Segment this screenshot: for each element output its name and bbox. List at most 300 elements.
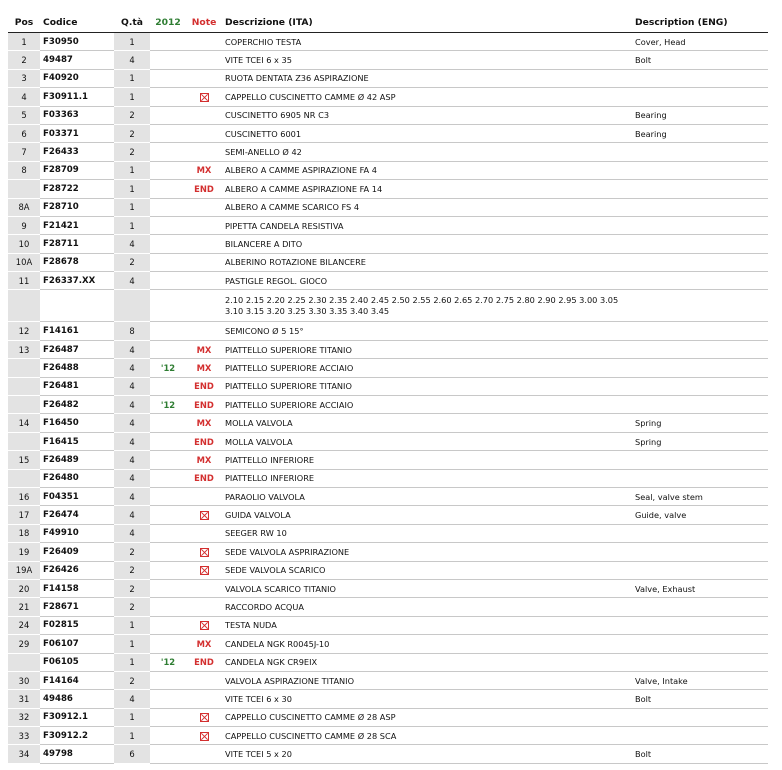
row-pos: 18 <box>8 524 40 542</box>
row-desc-eng <box>632 469 768 487</box>
row-year <box>150 487 186 505</box>
row-year <box>150 708 186 726</box>
row-year: '12 <box>150 653 186 671</box>
row-qta: 1 <box>114 616 150 634</box>
row-desc-eng <box>632 653 768 671</box>
row-pos: 31 <box>8 690 40 708</box>
table-row <box>8 143 768 161</box>
table-row <box>8 322 768 340</box>
row-desc-eng <box>632 69 768 87</box>
row-codice: F26426 <box>40 561 114 579</box>
row-codice: 49487 <box>40 51 114 69</box>
row-desc-ita: RACCORDO ACQUA <box>222 598 632 616</box>
row-codice: F04351 <box>40 487 114 505</box>
row-desc-ita: PIATTELLO SUPERIORE ACCIAIO <box>222 396 632 414</box>
row-pos: 11 <box>8 272 40 290</box>
row-desc-ita: VITE TCEI 6 x 35 <box>222 51 632 69</box>
row-year: '12 <box>150 396 186 414</box>
row-codice: F28722 <box>40 180 114 198</box>
row-desc-eng <box>632 543 768 561</box>
row-desc-ita: PASTIGLE REGOL. GIOCO <box>222 272 632 290</box>
row-qta: 2 <box>114 598 150 616</box>
row-desc-eng <box>632 451 768 469</box>
row-desc-eng <box>632 598 768 616</box>
row-pos: 16 <box>8 487 40 505</box>
row-codice: F49910 <box>40 524 114 542</box>
row-desc-ita: PIATTELLO SUPERIORE ACCIAIO <box>222 359 632 377</box>
row-desc-eng: Bearing <box>632 124 768 142</box>
row-desc-ita: 2.10 2.15 2.20 2.25 2.30 2.35 2.40 2.45 2.50 2.55 2.60 2.65 2.70 2.75 2.80 2.90 2.95 3.00 3.05 3.10 3.15 3.20 3.25 3.30 3.35 3.40 3.45 <box>222 290 632 322</box>
row-codice: F28709 <box>40 161 114 179</box>
row-pos: 24 <box>8 616 40 634</box>
table-body <box>8 33 768 764</box>
row-qta: 4 <box>114 487 150 505</box>
row-qta: 4 <box>114 235 150 253</box>
boxed-x-icon <box>200 732 209 741</box>
row-pos: 34 <box>8 745 40 763</box>
table-row <box>8 290 768 322</box>
row-note <box>186 216 222 234</box>
row-codice: F26409 <box>40 543 114 561</box>
table-row <box>8 579 768 597</box>
row-qta: 1 <box>114 216 150 234</box>
row-year <box>150 671 186 689</box>
row-desc-eng: Valve, Exhaust <box>632 579 768 597</box>
row-qta: 4 <box>114 690 150 708</box>
row-qta: 1 <box>114 69 150 87</box>
row-pos: 21 <box>8 598 40 616</box>
row-codice: F26433 <box>40 143 114 161</box>
row-desc-ita: PIATTELLO SUPERIORE TITANIO <box>222 340 632 358</box>
row-qta: 4 <box>114 524 150 542</box>
row-year <box>150 235 186 253</box>
table-row <box>8 616 768 634</box>
row-qta: 2 <box>114 106 150 124</box>
row-year: '12 <box>150 359 186 377</box>
row-note <box>186 124 222 142</box>
row-desc-ita: PIATTELLO INFERIORE <box>222 469 632 487</box>
row-note <box>186 198 222 216</box>
row-qta: 4 <box>114 340 150 358</box>
row-year <box>150 561 186 579</box>
row-year <box>150 414 186 432</box>
row-year <box>150 253 186 271</box>
table-row <box>8 124 768 142</box>
row-year <box>150 451 186 469</box>
row-desc-ita: ALBERO A CAMME ASPIRAZIONE FA 14 <box>222 180 632 198</box>
row-desc-ita: CAPPELLO CUSCINETTO CAMME Ø 28 ASP <box>222 708 632 726</box>
row-note: END <box>186 377 222 395</box>
row-desc-eng: Bolt <box>632 690 768 708</box>
boxed-x-icon <box>200 713 209 722</box>
row-desc-ita: VALVOLA ASPIRAZIONE TITANIO <box>222 671 632 689</box>
table-row <box>8 432 768 450</box>
row-qta: 4 <box>114 396 150 414</box>
row-pos: 14 <box>8 414 40 432</box>
header-desc-eng: Description (ENG) <box>632 12 768 33</box>
row-qta: 2 <box>114 579 150 597</box>
table-row <box>8 690 768 708</box>
table-row <box>8 198 768 216</box>
row-codice: F26337.XX <box>40 272 114 290</box>
row-year <box>150 524 186 542</box>
row-desc-eng <box>632 561 768 579</box>
table-row <box>8 469 768 487</box>
row-codice: F21421 <box>40 216 114 234</box>
row-qta: 4 <box>114 272 150 290</box>
table-row <box>8 359 768 377</box>
row-desc-eng <box>632 635 768 653</box>
row-note: MX <box>186 635 222 653</box>
row-desc-ita: CANDELA NGK R0045J-10 <box>222 635 632 653</box>
row-note <box>186 143 222 161</box>
row-note <box>186 745 222 763</box>
row-qta: 4 <box>114 377 150 395</box>
row-year <box>150 33 186 51</box>
row-qta: 4 <box>114 359 150 377</box>
header-codice: Codice <box>40 12 114 33</box>
row-year <box>150 143 186 161</box>
row-pos <box>8 432 40 450</box>
row-year <box>150 469 186 487</box>
table-row <box>8 216 768 234</box>
row-desc-ita: VITE TCEI 5 x 20 <box>222 745 632 763</box>
row-note <box>186 322 222 340</box>
row-qta: 4 <box>114 506 150 524</box>
row-pos: 33 <box>8 727 40 745</box>
row-desc-ita: SEMI-ANELLO Ø 42 <box>222 143 632 161</box>
row-pos: 8A <box>8 198 40 216</box>
row-codice: F40920 <box>40 69 114 87</box>
row-codice: F06105 <box>40 653 114 671</box>
row-codice: F16415 <box>40 432 114 450</box>
row-desc-eng <box>632 727 768 745</box>
row-qta: 1 <box>114 198 150 216</box>
header-note: Note <box>186 12 222 33</box>
table-row <box>8 414 768 432</box>
row-note: END <box>186 180 222 198</box>
row-desc-eng <box>632 396 768 414</box>
row-desc-eng <box>632 272 768 290</box>
row-year <box>150 690 186 708</box>
row-desc-ita: CANDELA NGK CR9EIX <box>222 653 632 671</box>
table-row <box>8 487 768 505</box>
row-qta: 8 <box>114 322 150 340</box>
row-qta: 1 <box>114 653 150 671</box>
table-row <box>8 235 768 253</box>
row-desc-eng <box>632 616 768 634</box>
row-codice: F14161 <box>40 322 114 340</box>
row-pos: 15 <box>8 451 40 469</box>
row-desc-ita: PIPETTA CANDELA RESISTIVA <box>222 216 632 234</box>
row-pos <box>8 359 40 377</box>
row-year <box>150 88 186 106</box>
row-codice: F28671 <box>40 598 114 616</box>
row-qta: 4 <box>114 469 150 487</box>
row-year <box>150 216 186 234</box>
row-desc-eng <box>632 524 768 542</box>
row-pos: 19A <box>8 561 40 579</box>
row-desc-ita: GUIDA VALVOLA <box>222 506 632 524</box>
table-row <box>8 561 768 579</box>
table-row <box>8 653 768 671</box>
row-qta: 1 <box>114 727 150 745</box>
row-pos: 10A <box>8 253 40 271</box>
table-row <box>8 396 768 414</box>
header-pos: Pos <box>8 12 40 33</box>
row-year <box>150 161 186 179</box>
row-qta: 1 <box>114 88 150 106</box>
row-desc-eng <box>632 340 768 358</box>
row-qta: 2 <box>114 124 150 142</box>
row-year <box>150 290 186 322</box>
row-codice: F14158 <box>40 579 114 597</box>
table-row <box>8 598 768 616</box>
table-row <box>8 377 768 395</box>
row-desc-ita: PARAOLIO VALVOLA <box>222 487 632 505</box>
row-pos: 17 <box>8 506 40 524</box>
row-desc-ita: MOLLA VALVOLA <box>222 414 632 432</box>
row-year <box>150 322 186 340</box>
row-note <box>186 506 222 524</box>
boxed-x-icon <box>200 93 209 102</box>
row-desc-eng <box>632 290 768 322</box>
row-qta: 1 <box>114 161 150 179</box>
row-note <box>186 487 222 505</box>
row-year <box>150 727 186 745</box>
row-pos: 20 <box>8 579 40 597</box>
row-note: MX <box>186 161 222 179</box>
row-desc-ita: SEDE VALVOLA SCARICO <box>222 561 632 579</box>
row-note <box>186 671 222 689</box>
boxed-x-icon <box>200 511 209 520</box>
row-codice: F30950 <box>40 33 114 51</box>
row-desc-eng <box>632 253 768 271</box>
row-qta: 2 <box>114 671 150 689</box>
row-note <box>186 579 222 597</box>
row-desc-eng <box>632 198 768 216</box>
table-row <box>8 69 768 87</box>
row-note: MX <box>186 340 222 358</box>
table-row <box>8 51 768 69</box>
header-year: 2012 <box>150 12 186 33</box>
row-desc-ita: ALBERINO ROTAZIONE BILANCERE <box>222 253 632 271</box>
row-desc-ita: MOLLA VALVOLA <box>222 432 632 450</box>
row-pos: 32 <box>8 708 40 726</box>
row-pos: 5 <box>8 106 40 124</box>
row-pos <box>8 377 40 395</box>
row-note <box>186 561 222 579</box>
table-row <box>8 180 768 198</box>
row-desc-ita: ALBERO A CAMME SCARICO FS 4 <box>222 198 632 216</box>
row-year <box>150 340 186 358</box>
row-codice: F26474 <box>40 506 114 524</box>
row-desc-eng <box>632 161 768 179</box>
row-qta: 4 <box>114 51 150 69</box>
row-codice: F26487 <box>40 340 114 358</box>
row-codice: F03363 <box>40 106 114 124</box>
table-row <box>8 106 768 124</box>
header-desc-ita: Descrizione (ITA) <box>222 12 632 33</box>
row-desc-eng: Valve, Intake <box>632 671 768 689</box>
row-desc-ita: VITE TCEI 6 x 30 <box>222 690 632 708</box>
row-qta: 1 <box>114 33 150 51</box>
row-codice: F26481 <box>40 377 114 395</box>
table-row <box>8 543 768 561</box>
table-row <box>8 161 768 179</box>
row-desc-eng <box>632 180 768 198</box>
table-row <box>8 272 768 290</box>
row-year <box>150 598 186 616</box>
row-note <box>186 690 222 708</box>
row-note <box>186 272 222 290</box>
boxed-x-icon <box>200 566 209 575</box>
table-row <box>8 506 768 524</box>
boxed-x-icon <box>200 621 209 630</box>
row-year <box>150 745 186 763</box>
row-note <box>186 290 222 322</box>
row-note <box>186 598 222 616</box>
row-desc-ita: CAPPELLO CUSCINETTO CAMME Ø 42 ASP <box>222 88 632 106</box>
row-qta: 6 <box>114 745 150 763</box>
row-codice: F30911.1 <box>40 88 114 106</box>
row-pos <box>8 396 40 414</box>
row-desc-ita: SEEGER RW 10 <box>222 524 632 542</box>
row-desc-ita: BILANCERE A DITO <box>222 235 632 253</box>
row-note <box>186 33 222 51</box>
table-row <box>8 451 768 469</box>
row-codice: F26480 <box>40 469 114 487</box>
row-qta: 2 <box>114 253 150 271</box>
table-row <box>8 727 768 745</box>
row-year <box>150 506 186 524</box>
row-pos: 7 <box>8 143 40 161</box>
parts-table <box>8 12 768 764</box>
table-row <box>8 708 768 726</box>
row-pos: 30 <box>8 671 40 689</box>
row-pos: 8 <box>8 161 40 179</box>
row-year <box>150 51 186 69</box>
row-pos <box>8 469 40 487</box>
row-year <box>150 180 186 198</box>
table-row <box>8 253 768 271</box>
row-codice: F26482 <box>40 396 114 414</box>
row-note <box>186 69 222 87</box>
row-qta <box>114 290 150 322</box>
row-codice: F14164 <box>40 671 114 689</box>
row-codice: F06107 <box>40 635 114 653</box>
row-year <box>150 124 186 142</box>
table-row <box>8 524 768 542</box>
row-codice: F26489 <box>40 451 114 469</box>
row-year <box>150 616 186 634</box>
row-desc-eng <box>632 88 768 106</box>
row-pos <box>8 290 40 322</box>
row-note: MX <box>186 414 222 432</box>
row-desc-ita: TESTA NUDA <box>222 616 632 634</box>
row-codice: F28678 <box>40 253 114 271</box>
row-pos: 3 <box>8 69 40 87</box>
row-note: MX <box>186 359 222 377</box>
table-row <box>8 671 768 689</box>
row-desc-eng: Seal, valve stem <box>632 487 768 505</box>
row-qta: 1 <box>114 635 150 653</box>
row-desc-eng: Bolt <box>632 51 768 69</box>
row-pos: 9 <box>8 216 40 234</box>
row-qta: 4 <box>114 451 150 469</box>
row-pos: 1 <box>8 33 40 51</box>
row-year <box>150 272 186 290</box>
row-year <box>150 69 186 87</box>
row-year <box>150 579 186 597</box>
row-note <box>186 708 222 726</box>
row-codice: F03371 <box>40 124 114 142</box>
row-desc-ita: SEDE VALVOLA ASPRIRAZIONE <box>222 543 632 561</box>
table-header-row <box>8 12 768 33</box>
row-desc-ita: VALVOLA SCARICO TITANIO <box>222 579 632 597</box>
row-note <box>186 88 222 106</box>
row-year <box>150 543 186 561</box>
row-pos: 29 <box>8 635 40 653</box>
table-row <box>8 88 768 106</box>
row-pos <box>8 653 40 671</box>
row-qta: 2 <box>114 543 150 561</box>
table-row <box>8 33 768 51</box>
row-desc-eng <box>632 143 768 161</box>
row-codice: F30912.2 <box>40 727 114 745</box>
row-desc-ita: RUOTA DENTATA Z36 ASPIRAZIONE <box>222 69 632 87</box>
row-note: END <box>186 432 222 450</box>
row-year <box>150 377 186 395</box>
row-year <box>150 106 186 124</box>
row-qta: 2 <box>114 561 150 579</box>
row-desc-ita: ALBERO A CAMME ASPIRAZIONE FA 4 <box>222 161 632 179</box>
row-desc-eng: Bolt <box>632 745 768 763</box>
row-qta: 4 <box>114 414 150 432</box>
row-year <box>150 198 186 216</box>
row-note: END <box>186 469 222 487</box>
row-desc-eng <box>632 216 768 234</box>
row-note <box>186 543 222 561</box>
table-row <box>8 635 768 653</box>
row-note <box>186 727 222 745</box>
table-row <box>8 340 768 358</box>
row-codice: F30912.1 <box>40 708 114 726</box>
row-pos: 4 <box>8 88 40 106</box>
row-qta: 2 <box>114 143 150 161</box>
row-codice: F28711 <box>40 235 114 253</box>
row-desc-eng: Guide, valve <box>632 506 768 524</box>
row-codice: F16450 <box>40 414 114 432</box>
row-codice <box>40 290 114 322</box>
row-pos: 10 <box>8 235 40 253</box>
row-desc-eng: Cover, Head <box>632 33 768 51</box>
row-note <box>186 51 222 69</box>
row-pos: 13 <box>8 340 40 358</box>
row-codice: F26488 <box>40 359 114 377</box>
row-note <box>186 106 222 124</box>
row-qta: 4 <box>114 432 150 450</box>
row-note: END <box>186 396 222 414</box>
row-desc-eng <box>632 377 768 395</box>
row-note <box>186 616 222 634</box>
row-qta: 1 <box>114 708 150 726</box>
row-pos: 19 <box>8 543 40 561</box>
row-note: MX <box>186 451 222 469</box>
header-qta: Q.tà <box>114 12 150 33</box>
row-desc-eng <box>632 322 768 340</box>
row-year <box>150 635 186 653</box>
